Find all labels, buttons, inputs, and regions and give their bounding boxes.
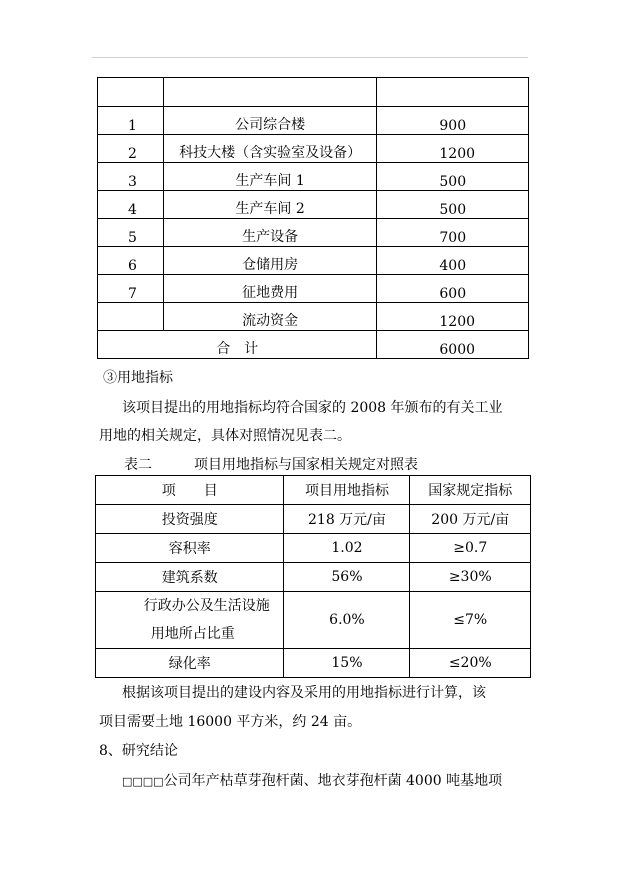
table-header-row [96,476,531,505]
paragraph-text: 公司年产枯草芽孢杆菌、地衣芽孢杆菌 4000 吨基地项 [163,773,503,789]
row-amount: 1200 [377,135,529,163]
header-cell-amount [377,78,529,107]
table-caption: 表二 项目用地指标与国家相关规定对照表 [124,457,418,473]
table-row [96,592,531,649]
table-row [98,247,529,275]
row-item: 流动资金 [163,303,377,331]
table-row [98,219,529,247]
row-national: ≤7% [410,592,531,649]
row-project: 56% [284,563,410,592]
row-item-line: 用地所占比重 [150,626,235,642]
row-no: 7 [98,275,164,303]
section-heading: ③用地指标 [103,370,173,386]
row-project: 218 万元/亩 [284,505,410,534]
row-item: 征地费用 [163,275,377,303]
row-no [98,303,164,331]
paragraph-line: 根据该项目提出的建设内容及采用的用地指标进行计算，该 [122,685,486,701]
header-cell-item [163,78,377,107]
table-row [98,191,529,219]
row-no: 2 [98,135,164,163]
table-row [96,534,531,563]
total-value: 6000 [377,331,529,359]
row-amount: 500 [377,191,529,219]
land-index-table [95,475,531,678]
row-item: 公司综合楼 [163,107,377,135]
table-row [96,563,531,592]
paragraph-line: 用地的相关规定，具体对照情况见表二。 [99,428,351,444]
row-project: 6.0% [284,592,410,649]
header-cell-national: 国家规定指标 [410,476,531,505]
row-amount: 400 [377,247,529,275]
row-national: ≤20% [410,649,531,678]
row-amount: 600 [377,275,529,303]
row-item: 容积率 [96,534,284,563]
row-project: 1.02 [284,534,410,563]
paragraph-line: 项目需要土地 16000 平方米，约 24 亩。 [99,714,362,730]
placeholder-boxes: □□□□ [122,775,164,788]
row-amount: 500 [377,163,529,191]
paragraph-line: 该项目提出的用地指标均符合国家的 2008 年颁布的有关工业 [122,400,503,416]
row-no: 5 [98,219,164,247]
row-national: ≥30% [410,563,531,592]
table-header-row [98,78,529,107]
total-label: 合 计 [98,331,377,359]
table-row [96,649,531,678]
paragraph-line [122,770,502,790]
row-item: 生产车间 2 [163,191,377,219]
row-national: 200 万元/亩 [410,505,531,534]
table-row [98,107,529,135]
row-item: 生产设备 [163,219,377,247]
row-item-line: 行政办公及生活设施 [143,598,270,614]
row-national: ≥0.7 [410,534,531,563]
row-item: 投资强度 [96,505,284,534]
row-no: 4 [98,191,164,219]
table-row [98,163,529,191]
row-item: 仓储用房 [163,247,377,275]
table-row [98,135,529,163]
header-cell-item: 项 目 [96,476,284,505]
investment-table [97,77,529,359]
row-no: 1 [98,107,164,135]
row-item: 绿化率 [96,649,284,678]
row-amount: 700 [377,219,529,247]
header-rule [92,57,528,58]
section-heading: 8、研究结论 [99,743,178,759]
header-cell-no [98,78,164,107]
row-no: 3 [98,163,164,191]
row-no: 6 [98,247,164,275]
row-item: 生产车间 1 [163,163,377,191]
row-amount: 900 [377,107,529,135]
table-row [98,303,529,331]
row-item [96,592,284,649]
row-project: 15% [284,649,410,678]
table-total-row [98,331,529,359]
table-row [96,505,531,534]
row-amount: 1200 [377,303,529,331]
row-item: 建筑系数 [96,563,284,592]
row-item: 科技大楼（含实验室及设备） [163,135,377,163]
header-cell-project: 项目用地指标 [284,476,410,505]
table-row [98,275,529,303]
